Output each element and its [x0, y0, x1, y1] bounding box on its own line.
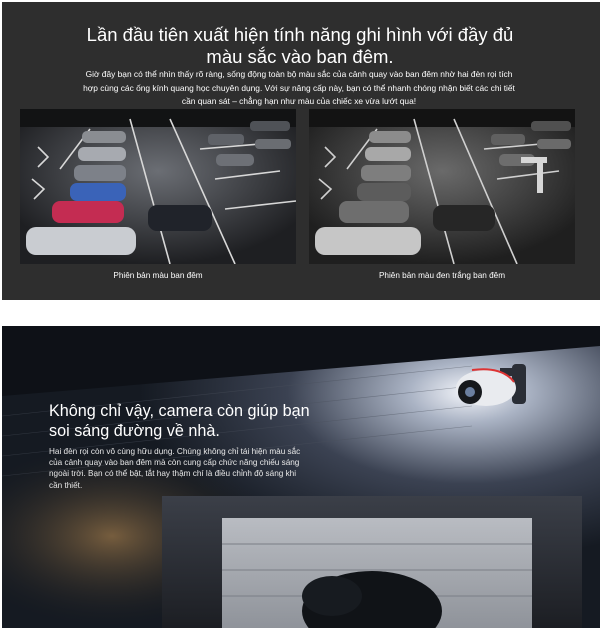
bw-night-photo — [309, 109, 575, 264]
color-night-photo — [20, 109, 296, 264]
color-night-caption: Phiên bản màu ban đêm — [113, 271, 203, 280]
bw-night-caption: Phiên bản màu đen trắng ban đêm — [378, 271, 506, 280]
spotlight-title: Không chỉ vậy, camera còn giúp bạn soi sáng đường về nhà. — [49, 402, 310, 440]
night-color-title: Lần đầu tiên xuất hiện tính năng ghi hình với đầy đủ màu sắc vào ban đêm. — [86, 24, 514, 67]
night-color-description: Giờ đây bạn có thể nhìn thấy rõ ràng, sống động toàn bộ màu sắc của cảnh quay vào ban đêm nhờ hai đèn rọi tích hợp cùng các ống kính quang học chuyên dụng. Với sự nâng cấp này, bạn có thể nhanh chóng nhận biết các chi tiết cần quan sát – chẳng hạn như màu của chiếc xe vừa lướt qua! — [83, 69, 515, 106]
spotlight-description: Hai đèn rọi còn vô cùng hữu dụng. Chúng không chỉ tái hiện màu sắc của cảnh quay vào ban đêm mà còn cung cấp chức năng chiếu sáng ngoài trời. Bạn có thể bật, tắt hay thậm chí là điều chỉnh độ sáng khi cần thiết. — [49, 447, 301, 490]
